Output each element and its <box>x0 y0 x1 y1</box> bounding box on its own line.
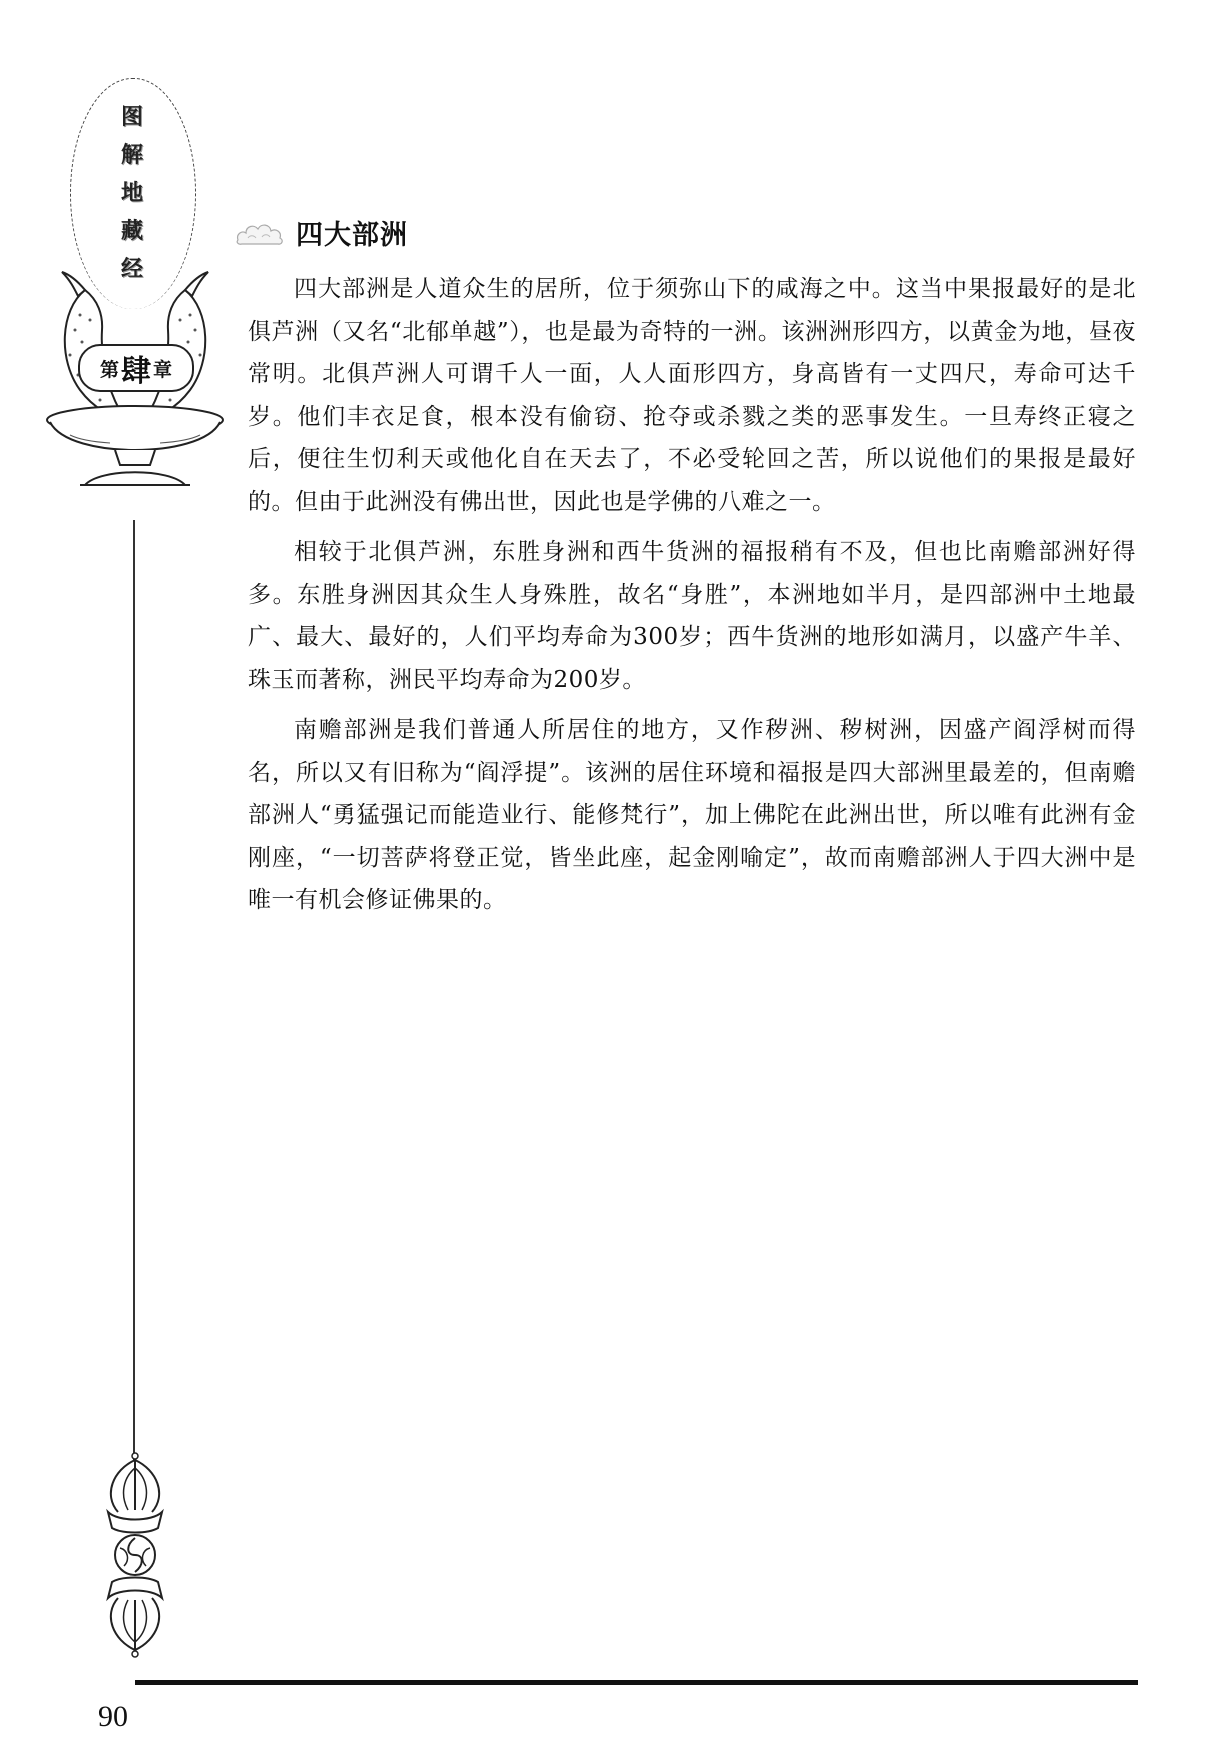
chapter-badge <box>78 344 194 392</box>
book-title-char: 图 <box>120 105 143 130</box>
book-title-char: 地 <box>120 181 143 206</box>
chapter-suffix: 章 <box>153 358 173 381</box>
section-title: 四大部洲 <box>296 220 408 251</box>
footer-rule <box>135 1680 1138 1685</box>
body-text <box>248 268 1136 930</box>
book-title-char: 经 <box>120 257 143 282</box>
book-title-char: 解 <box>120 143 143 168</box>
paragraph: 南赡部洲是我们普通人所居住的地方，又作秽洲、秽树洲，因盛产阎浮树而得名，所以又有旧称为“阎浮提”。该洲的居住环境和福报是四大部洲里最差的，但南赡部洲人“勇猛强记而能造业行、能修梵行”，加上佛陀在此洲出世，所以唯有此洲有金刚座，“一切菩萨将登正觉，皆坐此座，起金刚喻定”，故而南赡部洲人于四大洲中是唯一有机会修证佛果的。 <box>248 717 1136 913</box>
chapter-number: 肆 <box>121 354 151 389</box>
page-number: 90 <box>98 1700 128 1733</box>
book-title-vertical <box>103 104 161 284</box>
paragraph: 相较于北俱芦洲，东胜身洲和西牛货洲的福报稍有不及，但也比南赡部洲好得多。东胜身洲因其众生人身殊胜，故名“身胜”，本洲地如半月，是四部洲中土地最广、最大、最好的，人们平均寿命为300岁；西牛货洲的地形如满月，以盛产牛羊、珠玉而著称，洲民平均寿命为200岁。 <box>248 539 1136 693</box>
book-title-char: 藏 <box>120 219 143 244</box>
cloud-icon <box>234 218 286 248</box>
vajra-icon <box>88 1450 182 1660</box>
sidebar-vertical-rule <box>133 520 135 1460</box>
section-heading <box>234 213 408 252</box>
paragraph: 四大部洲是人道众生的居所，位于须弥山下的咸海之中。这当中果报最好的是北俱芦洲（又名“北郁单越”），也是最为奇特的一洲。该洲洲形四方，以黄金为地，昼夜常明。北俱芦洲人可谓千人一面，人人面形四方，身高皆有一丈四尺，寿命可达千岁。他们丰衣足食，根本没有偷窃、抢夺或杀戮之类的恶事发生。一旦寿终正寝之后，便往生忉利天或他化自在天去了，不必受轮回之苦，所以说他们的果报是最好的。但由于此洲没有佛出世，因此也是学佛的八难之一。 <box>248 276 1136 515</box>
chapter-prefix: 第 <box>99 358 119 381</box>
